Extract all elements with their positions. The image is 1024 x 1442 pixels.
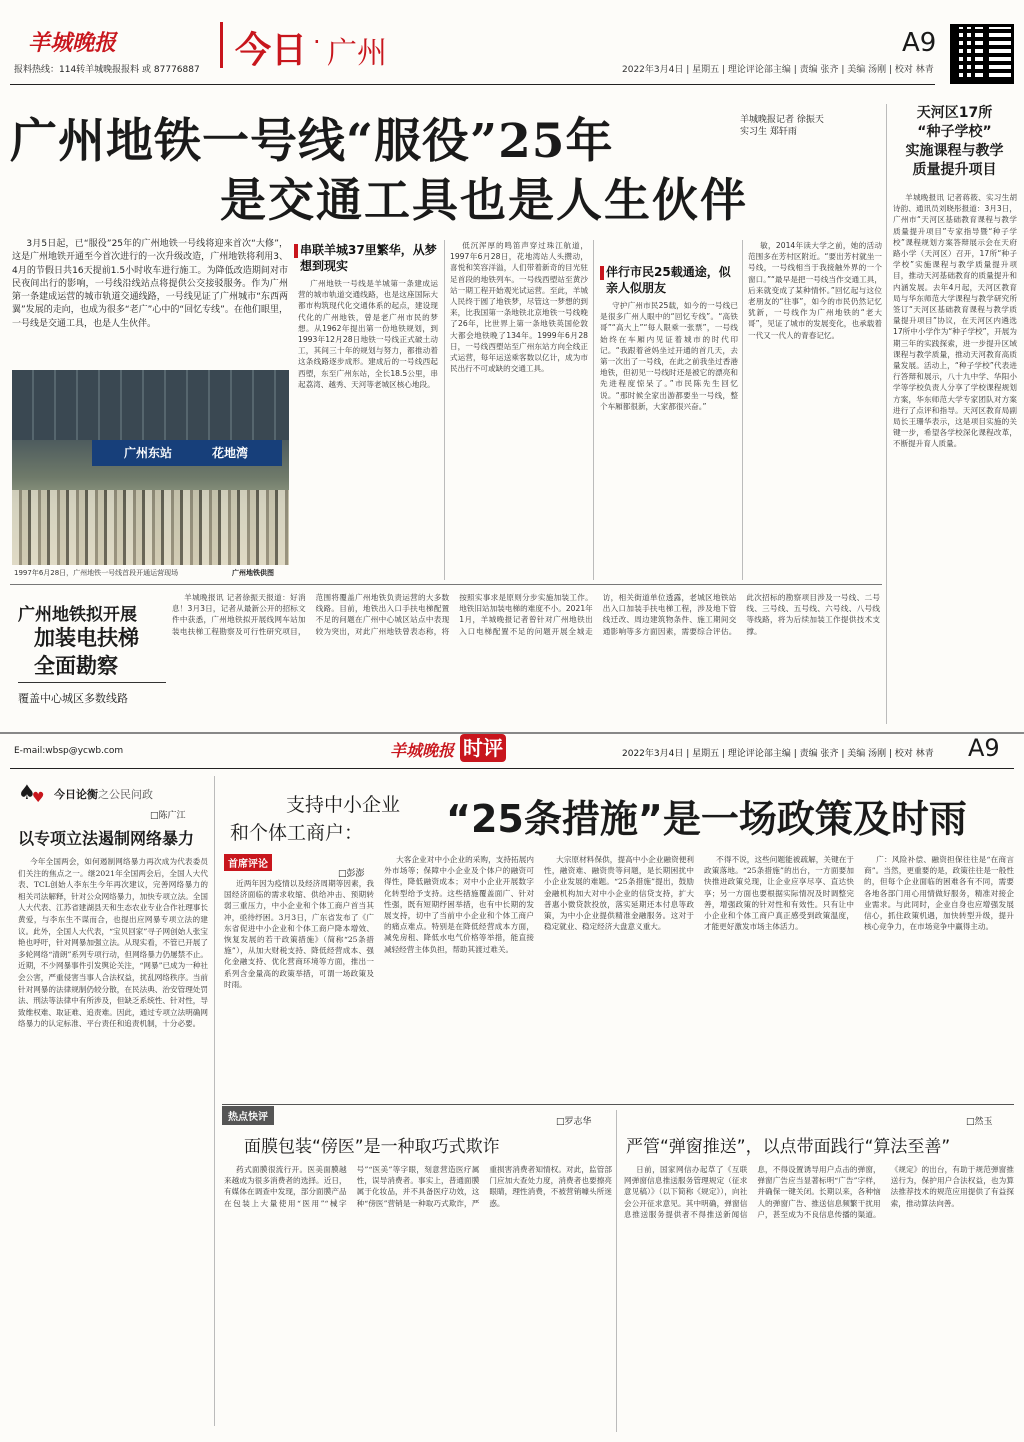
opinion-logo: 羊城晚报	[390, 741, 455, 760]
side-title-4: 质量提升项目	[912, 162, 997, 178]
box-body: 羊城晚报讯 记者徐振天报道：好消息！3月3日，记者从最新公开的招标文件中获悉，广州地铁拟开展线网车站加装电扶梯工程勘察及可行性研究项目，范围将覆盖广州地铁负责运营的大多数线路。目前，地铁出入口手扶电梯配置不足的问题在广州中心城区站点中表现较为突出，对此广州地铁曾表态称，将按照实事求是原则分步实施加装工作。地铁旧站加装电梯的难度不小。2021年1月，羊城晚报记者曾针对广州地铁出入口电梯配置不足的问题开展全城走访，相关街道单位透露，老城区地铁站出入口加装手扶电梯工程，涉及地下管线迁改、周边建筑物条件、施工期间交通影响等多方面因素，需要综合评估。此次招标的勘察项目涉及一号线、二号线、三号线、五号线、六号线、八号线等线路，将为后续加装工作提供技术支撑。	[172, 593, 880, 636]
divider	[10, 768, 1014, 769]
lead-body-1: 广州地铁一号线是羊城第一条建成运营的城市轨道交通线路，也是这座国际大都市构筑现代化交通体系的起点，建设现代化的广州地铁，曾是老广州市民的梦想。从1962年提出第一份地铁规划，到1993年12月28日地铁一号线正式破土动工，其间三十年的规划与努力，都推动着这条线路逐步成形。建成后的一号线西起西塱，东至广州东站，全长18.5公里，串起荔湾、越秀、天河等老城区核心地段。	[298, 279, 438, 389]
heart-icon: ♥	[32, 790, 45, 806]
main-body-2: 大客企业对中小企业的采购，支持拓展内外市场等；保障中小企业及个体户的融资可得性，降低融资成本；对中小企业开展数字化转型给予支持。这些措施覆盖面广、针对性强，既有短期纾困举措，也有中长期的发展支持，切中了当前中小企业和个体工商户的痛点难点。特别是在降低经营成本方面，减免房租、降低水电气价格等举措，能直接减轻经营主体负担，帮助其渡过难关。	[384, 855, 534, 954]
col-rule	[593, 240, 594, 580]
lead-body-4: 敏，2014年读大学之前，她的活动范围多在芳村区附近。“要出芳村就坐一号线，一号线相当于我接触外界的一个窗口。”“最早是把一号线当作交通工具，后来就变成了某种情怀。”回忆起与这位老朋友的“往事”，如今的市民仍然记忆犹新，一号线作为广州地铁的“老大哥”，见证了城市的发展变化，也承载着一代又一代人的青春记忆。	[748, 241, 882, 340]
side-box	[886, 104, 1016, 724]
box-title-1: 广州地铁拟开展	[18, 605, 137, 625]
right-title: 严管“弹窗推送”，以点带面践行“算法至善”	[626, 1137, 951, 1157]
divider	[222, 1104, 1014, 1105]
main-title: “25条措施”是一场政策及时雨	[446, 797, 967, 841]
section-big: 今日	[235, 30, 308, 71]
spade-icon: ♠	[18, 780, 36, 804]
side-body: 羊城晚报讯 记者蒋筱、实习生胡诗韵、通讯员刘晓彤报道：3月3日，广州市“天河区基础教育课程与教学质量提升项目”专家指导暨“种子学校”课程规划方案答辩展示会在天府路小学（天河区）召开，17所“种子学校”实施课程与教学质量提升项目，推动天河基础教育的质量提升和内涵发展。去年4月起，天河区教育局与华东师范大学课程与教学研究所签订“天河区基础教育课程与教学质量提升项目”协议，在天河区内遴选17所中小学作为“种子学校”，开展为期三年的实践探索，进一步提升区域课程与教学质量，推动天河教育高质量发展。活动上，“种子学校”代表进行答辩和展示，八十九中学、华阳小学等学校负责人分享了学校课程规划方案，华东师范大学专家团队对方案进行了点评和指导。天河区教育局副局长王珊华表示，这是项目实施的关键一步，希望各学校深化课程改革，不断提升育人质量。	[893, 193, 1017, 449]
col-rule	[214, 776, 215, 1426]
subhead-1: 串联羊城37里繁华，从梦想到现实	[300, 243, 437, 273]
lead-byline2: 实习生 郑轩雨	[740, 127, 797, 137]
divider	[10, 84, 935, 85]
daily-body: 今年全国两会，如何遏制网络暴力再次成为代表委员们关注的焦点之一。继2021年全国两会后，全国人大代表、TCL创始人李东生今年再次建议，完善网络暴力的相关司法解释，针对公众网络暴力，加快专项立法。全国人大代表、江苏省建湖县天和生态农业专业合作社理事长黄爱，与李东生不谋而合，也提出应网暴专项立法的建议。此外，全国人大代表，“宝贝回家”寻子网创始人张宝艳也呼吁，针对网暴加强立法。从现实看，不管已开展了多轮网络“清朗”系列专项行动，但网络暴力仍屡禁不止。近期，不少网暴事件引发舆论关注，“网暴”已成为一种社会公害，严重侵害当事人合法权益，扰乱网络秩序。当前针对网暴的法律规制仍较分散，在民法典、治安管理处罚法、刑法等法律中有所涉及，但缺乏系统性、针对性，导致维权难、取证难、追责难。因此，通过专项立法明确网络暴力的认定标准、平台责任和追责机制，十分必要。	[18, 857, 208, 1029]
main-tag: 首席评论	[224, 854, 272, 871]
main-body-5: 广：风险补偿、融资担保往往是“在商言商”。当然，更重要的是，政策往往是一般性的，但每个企业面临的困难各有不同，需要各地各部门用心用情做好服务，精准对接企业需求。与此同时，企业自身也应增强发展信心，抓住政策机遇，加快转型升级，提升核心竞争力，在市场竞争中赢得主动。	[864, 855, 1014, 932]
sub-bar	[294, 244, 298, 258]
box-title-3: 全面勘察	[34, 654, 118, 678]
photo-caption: 1997年6月28日，广州地铁一号线首段开通运营现场	[14, 569, 179, 577]
main-author: □彭澎	[338, 869, 365, 879]
side-title-1: 天河区17所	[916, 105, 993, 121]
page-number: A9	[902, 28, 937, 58]
daily-title: 以专项立法遏制网络暴力	[18, 829, 195, 848]
hot-tag: 热点快评	[222, 1106, 274, 1125]
daily-tag-main: 今日论衡	[54, 788, 98, 801]
right-author: □然玉	[966, 1117, 993, 1127]
newspaper-logo: 羊城晚报	[28, 30, 117, 56]
subhead-2: 伴行市民25载通途，似亲人似朋友	[606, 265, 731, 295]
daily-tag-sub: 之公民问政	[98, 788, 153, 801]
side-title-3: 实施课程与教学	[905, 143, 1004, 159]
col-rule	[742, 240, 743, 580]
col-rule	[616, 1110, 617, 1432]
lead-byline1: 羊城晚报记者 徐振天	[740, 115, 824, 125]
daily-author: □陈广江	[150, 811, 186, 821]
divider	[18, 682, 166, 683]
opinion-page: A9	[968, 734, 1000, 762]
top-header	[0, 0, 1024, 82]
email-text: E-mail:wbsp@ycwb.com	[14, 746, 124, 756]
divider	[0, 732, 1024, 734]
section-sep: ·	[313, 28, 321, 56]
box-title-2: 加装电扶梯	[34, 626, 139, 650]
sub-bar	[600, 266, 604, 280]
opinion-section: 时评	[460, 734, 506, 762]
left-author: □罗志华	[556, 1117, 592, 1127]
lead-intro: 3月5日起，已“服役”25年的广州地铁一号线将迎来首次“大修”，这是广州地铁开通至今首次进行的一次升级改造，广州地铁将利用3、4月的节假日共16天提前1.5小时收车进行施工。为降低改造期间对市民夜间出行的影响，一号线沿线站点将提供公交接驳服务。作为广州第一条建成运营的城市轨道交通线路，一号线见证了广州城市“东西两翼”发展的走向，也成为很多“老广”心中的“回忆专线”。在他们眼里，一号线是交通工具，也是人生伙伴。	[12, 239, 288, 329]
lead-title-line1: 广州地铁一号线“服役”25年	[10, 114, 614, 169]
section-city: 广州	[327, 36, 387, 71]
main-body-4: 不得不说，这些问题能被疏解，关键在于政策落地。“25条措施”的出台，一方面要加快推进政策兑现，让企业应享尽享、直达快享；另一方面也要根据实际情况及时调整完善，增强政策的针对性和有效性。只有让中小企业和个体工商户真正感受到政策温度，才能更好激发市场主体活力。	[704, 855, 854, 932]
lead-title-line2: 是交通工具也是人生伙伴	[220, 173, 748, 227]
page-meta: 2022年3月4日 | 星期五 | 理论评论部主编 | 责编 张齐 | 美编 汤刚 | 校对 林青	[622, 65, 934, 75]
col-rule	[444, 240, 445, 580]
photo-credit: 广州地铁供图	[232, 569, 274, 577]
right-body: 日前，国家网信办起草了《互联网弹窗信息推送服务管理规定（征求意见稿）》（以下简称《规定》），向社会公开征求意见。其中明确，弹窗信息推送服务提供者不得推送新闻信息，不得设置诱导用户点击的弹窗，弹窗广告应当显著标明“广告”字样，并确保一键关闭。长期以来，各种恼人的弹窗广告、推送信息频繁干扰用户，甚至成为不良信息传播的渠道。《规定》的出台，有助于规范弹窗推送行为，保护用户合法权益，也为算法推荐技术的规范应用提供了有益探索，推动算法向善。	[624, 1165, 1014, 1219]
section-box	[220, 22, 420, 71]
main-body-1: 近两年因为疫情以及经济周期等因素，我国经济面临的需求收缩、供给冲击、预期转弱三重压力，中小企业和个体工商户首当其冲，亟待纾困。3月3日，广东省发布了《广东省促进中小企业和个体工商户降本增效、恢复发展的若干政策措施》（简称“25条措施”），从加大财税支持、降低经营成本、强化金融支持、优化营商环境等方面，推出一系列含金量高的政策举措，可谓一场政策及时雨。	[224, 879, 374, 989]
main-body-3: 大宗原材料保供，提高中小企业融资便利性，融资难、融资贵等问题，是长期困扰中小企业发展的难题。“25条措施”提出，鼓励金融机构加大对中小企业的信贷支持，扩大普惠小微贷款投放，落实延期还本付息等政策，为中小企业提供精准金融服务。这对于稳定就业、稳定经济大盘意义重大。	[544, 855, 694, 932]
hotline-text: 报料热线：114转羊城晚报报料 或 87776887	[14, 65, 200, 75]
photo-sign-1: 广州东站	[124, 446, 173, 460]
main-kicker-1: 支持中小企业	[286, 794, 401, 816]
left-title: 面膜包装“傍医”是一种取巧式欺诈	[244, 1137, 500, 1157]
box-subtitle: 覆盖中心城区多数线路	[18, 692, 128, 705]
left-body: 药式面膜很流行开。医美面膜越来越成为很多消费者的选择。近日，有媒体在调查中发现，部分面膜产品在包装上大量使用“医用”“械字号”“医美”等字眼，刻意营造医疗属性，误导消费者。事实上，普通面膜属于化妆品，并不具备医疗功效，这种“傍医”营销是一种取巧式欺诈，严重损害消费者知情权。对此，监管部门应加大查处力度，消费者也要擦亮眼睛，理性消费，不被营销噱头所迷惑。	[224, 1165, 612, 1208]
lead-body-3: 守护广州市民25载，如今的一号线已是很多广州人眼中的“回忆专线”。“高铁哥”“高大上”“每人限乘一张票”，一号线始终在车厢内见证着城市的时代印记。“我跟着爸妈坐过开通的首几天，去第一次出了一号线，在此之前我坐过香港地铁，但初见一号线时还是被它的漂亮和先进程度惊呆了。”市民陈先生回忆说。“那时候全家出游都要坐一号线，整个车厢都很新，大家都很兴奋。”	[600, 301, 738, 411]
daily-tag	[54, 786, 153, 802]
divider	[10, 584, 882, 585]
opinion-meta: 2022年3月4日 | 星期五 | 理论评论部主编 | 责编 张齐 | 美编 汤刚 | 校对 林青	[622, 749, 934, 759]
lead-body-2: 低沉浑厚的鸣笛声穿过珠江航道，1997年6月28日，花地湾站人头攒动，喜悦和笑容洋溢，人们带着新奇的目光驻足首段的地铁列车。一号线西塱站至黄沙站一期工程开始观光试运营。至此，羊城人民终于圆了地铁梦，尽管这一梦想的到来，比我国第一条地铁北京地铁一号线晚了26年，比世界上第一条地铁英国伦敦大都会地铁晚了134年。1999年6月28日，一号线西塱站至广州东站方向全线正式运营，每年运送乘客数以亿计，成为市民出行不可或缺的交通工具。	[450, 241, 588, 374]
side-title-2: “种子学校”	[917, 124, 992, 140]
photo-sign-2: 花地湾	[212, 446, 249, 460]
qr-code	[950, 24, 1014, 84]
main-kicker-2: 和个体工商户：	[230, 822, 364, 844]
metro-photo	[12, 370, 289, 565]
